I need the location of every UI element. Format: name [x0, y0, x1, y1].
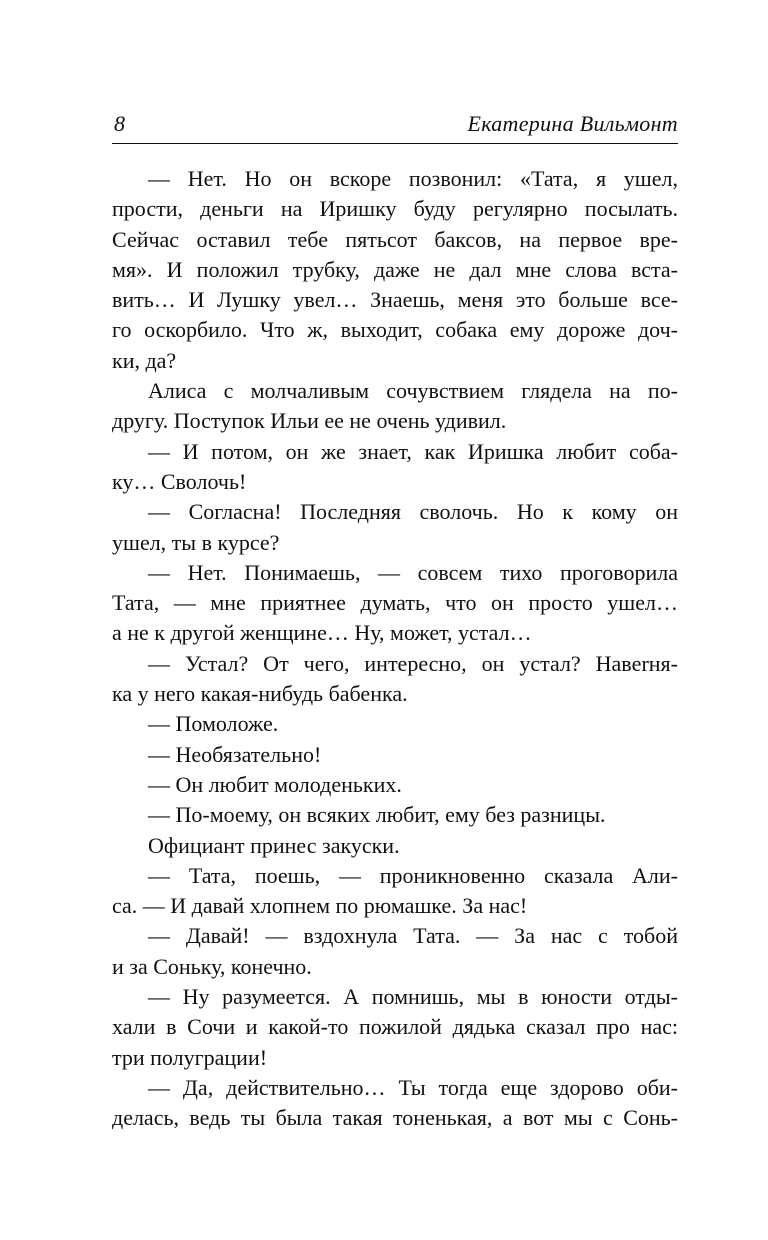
text-line: ку… Сволочь! — [112, 468, 247, 494]
text-line: — Тата, поешь, — проникновенно сказала Али- — [148, 862, 678, 888]
text-line: ка у него какая-нибудь бабенка. — [112, 681, 408, 707]
text-line: — Да, действительно… Ты тогда еще здорово оби- — [148, 1074, 678, 1100]
text-line: три полуграции! — [112, 1044, 268, 1070]
author-name: Екатерина Вильмонт — [467, 111, 678, 136]
text-line: — Согласна! Последняя сволочь. Но к кому он — [148, 499, 678, 525]
text-line: го оскорбило. Что ж, выходит, собака ему дороже доч- — [112, 317, 678, 343]
text-line: Официант принес закуски. — [148, 832, 400, 858]
text-line: делась, ведь ты была такая тоненькая, а вот мы с Сонь- — [112, 1105, 678, 1131]
body-text — [112, 164, 678, 1134]
text-line: прости, деньги на Иришку буду регулярно посылать. — [112, 196, 678, 222]
text-line: другу. Поступок Ильи ее не очень удивил. — [112, 408, 507, 434]
text-line: Алиса с молчаливым сочувствием глядела на по- — [148, 378, 678, 404]
text-line: са. — И давай хлопнем по рюмашке. За нас! — [112, 893, 528, 919]
text-line: — Давай! — вздохнула Тата. — За нас с тобой — [148, 923, 678, 949]
text-line: Тата, — мне приятнее думать, что он просто ушел… — [112, 590, 678, 616]
page-number: 8 — [114, 111, 125, 136]
text-line: — Ну разумеется. А помнишь, мы в юности отды- — [148, 984, 678, 1010]
text-line: — И потом, он же знает, как Иришка любит соба- — [148, 438, 678, 464]
text-line: — Нет. Понимаешь, — совсем тихо проговорила — [148, 559, 678, 585]
text-line: хали в Сочи и какой-то пожилой дядька сказал про нас: — [112, 1014, 678, 1040]
text-line: и за Соньку, конечно. — [112, 953, 312, 979]
text-line: — По-моему, он всяких любит, ему без разницы. — [148, 802, 606, 828]
text-line: — Помоложе. — [148, 711, 279, 737]
text-line: ушел, ты в курсе? — [112, 529, 280, 555]
running-header — [112, 110, 678, 144]
text-line: Сейчас оставил тебе пятьсот баксов, на первое вре- — [112, 226, 678, 252]
text-line: а не к другой женщине… Ну, может, устал… — [112, 620, 532, 646]
text-line: мя». И положил трубку, даже не дал мне слова вста- — [112, 256, 678, 282]
book-page — [112, 110, 678, 1134]
text-line: вить… И Лушку увел… Знаешь, меня это больше все- — [112, 287, 678, 313]
text-line: — Нет. Но он вскоре позвонил: «Тата, я ушел, — [148, 166, 678, 191]
text-line: ки, да? — [112, 347, 177, 373]
text-line: — Он любит молоденьких. — [148, 771, 402, 797]
text-line: — Устал? От чего, интересно, он устал? Навerня- — [148, 650, 678, 676]
text-line: — Необязательно! — [148, 741, 322, 767]
